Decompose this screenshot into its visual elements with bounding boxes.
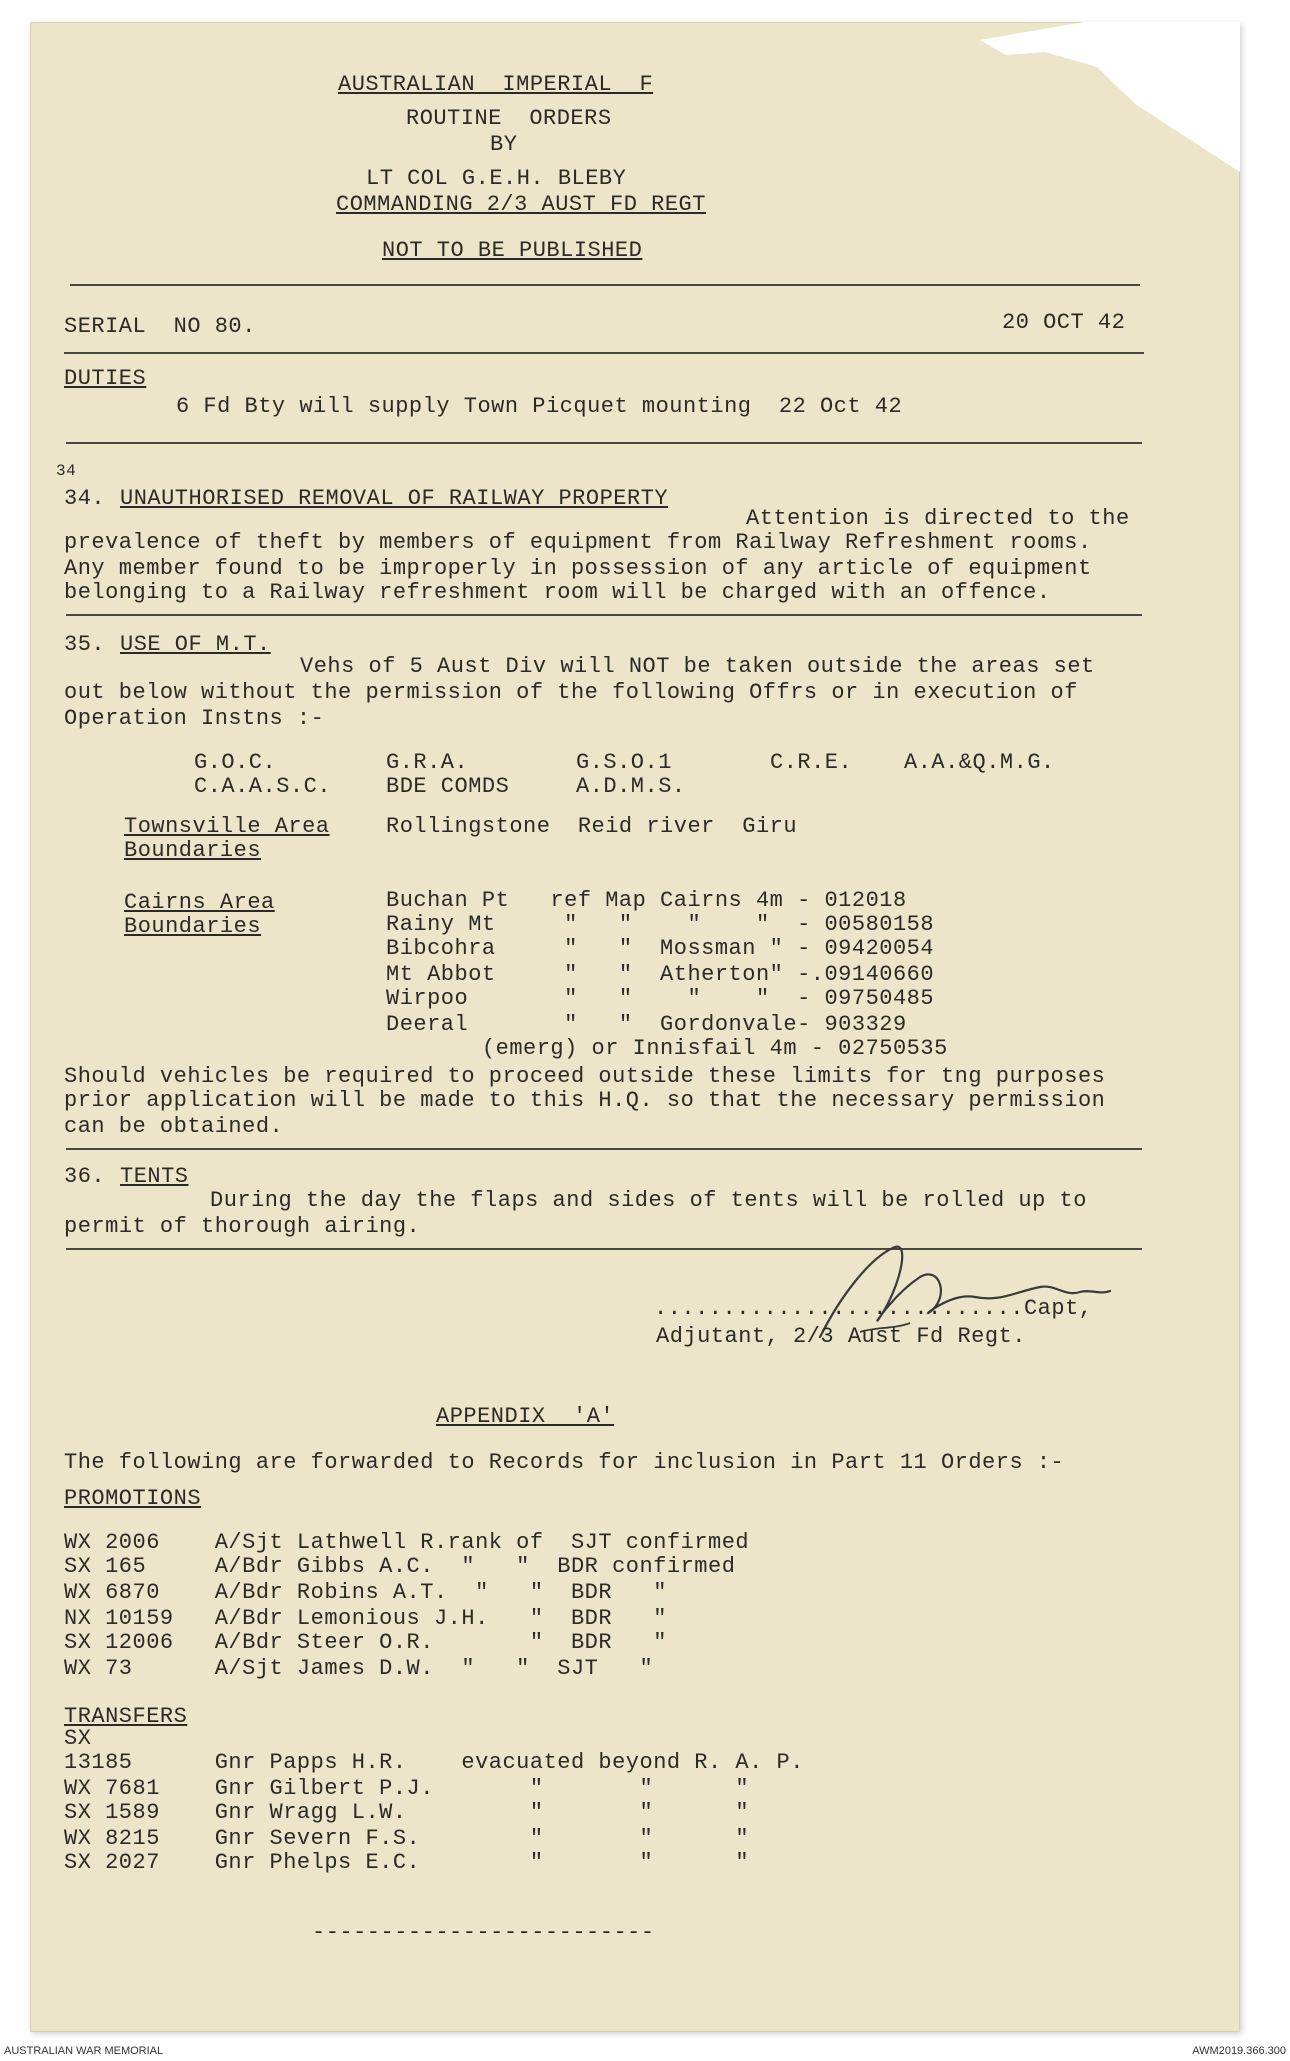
transfer-row: 13185 Gnr Papps H.R. evacuated beyond R. A. P.	[64, 1750, 804, 1775]
townsville-places: Rollingstone Reid river Giru	[386, 814, 798, 839]
officer: G.R.A.	[386, 750, 469, 775]
item-35-line: Vehs of 5 Aust Div will NOT be taken outside the areas set	[300, 654, 1095, 679]
transfers-heading: TRANSFERS	[64, 1704, 188, 1729]
header-title: AUSTRALIAN IMPERIAL F	[338, 72, 654, 97]
item-35-closing: Should vehicles be required to proceed outside these limits for tng purposes	[64, 1064, 1106, 1089]
footer-reference: AWM2019.366.300	[1192, 2045, 1286, 2057]
cairns-row: Bibcohra " " Mossman " - 09420054	[386, 936, 935, 961]
header-by: BY	[490, 132, 518, 157]
serial-date: 20 OCT 42	[1002, 310, 1126, 335]
header-command: COMMANDING 2/3 AUST FD REGT	[336, 192, 706, 217]
transfer-row: WX 8215 Gnr Severn F.S. " " "	[64, 1826, 750, 1851]
promotion-row: WX 2006 A/Sjt Lathwell R.rank of SJT confirmed	[64, 1530, 750, 1555]
promotions-heading: PROMOTIONS	[64, 1486, 202, 1511]
item-34-mark: 34	[56, 462, 77, 480]
signature-title: Adjutant, 2/3 Aust Fd Regt.	[656, 1324, 1026, 1349]
promotion-row: SX 165 A/Bdr Gibbs A.C. " " BDR confirmed	[64, 1554, 736, 1579]
item-35-closing: can be obtained.	[64, 1114, 284, 1139]
footer-source: AUSTRALIAN WAR MEMORIAL	[4, 2045, 164, 2057]
item-35-heading: USE OF M.T.	[120, 632, 271, 657]
cairns-row: Rainy Mt " " " " - 00580158	[386, 912, 935, 937]
transfer-row: WX 7681 Gnr Gilbert P.J. " " "	[64, 1776, 750, 1801]
item-34-line: Attention is directed to the	[746, 506, 1130, 531]
rule	[70, 284, 1140, 286]
document-page	[30, 22, 1240, 2032]
officer: C.A.A.S.C.	[194, 774, 332, 799]
cairns-row: (emerg) or Innisfail 4m - 02750535	[386, 1036, 948, 1061]
cairns-row: Deeral " " Gordonvale- 903329	[386, 1012, 907, 1037]
signature-line: ...........................Capt,	[654, 1296, 1093, 1321]
duties-text: 6 Fd Bty will supply Town Picquet mounting 22 Oct 42	[176, 394, 903, 419]
promotion-row: WX 73 A/Sjt James D.W. " " SJT "	[64, 1656, 654, 1681]
transfer-row: SX 1589 Gnr Wragg L.W. " " "	[64, 1800, 750, 1825]
cairns-row: Mt Abbot " " Atherton" -.09140660	[386, 962, 935, 987]
officer: C.R.E.	[770, 750, 853, 775]
item-34-number: 34.	[64, 486, 106, 511]
rule	[64, 352, 1144, 354]
item-35-number: 35.	[64, 632, 106, 657]
header-not-published: NOT TO BE PUBLISHED	[382, 238, 643, 263]
officer: G.O.C.	[194, 750, 277, 775]
rule	[66, 442, 1142, 444]
header-routine-orders: ROUTINE ORDERS	[406, 106, 612, 131]
item-34-line: belonging to a Railway refreshment room will be charged with an offence.	[64, 580, 1051, 605]
promotion-row: WX 6870 A/Bdr Robins A.T. " " BDR "	[64, 1580, 667, 1605]
header-commander: LT COL G.E.H. BLEBY	[366, 166, 627, 191]
end-line: -------------------------	[312, 1920, 655, 1945]
item-35-closing: prior application will be made to this H.Q. so that the necessary permission	[64, 1088, 1106, 1113]
item-34-heading: UNAUTHORISED REMOVAL OF RAILWAY PROPERTY	[120, 486, 669, 511]
rule	[66, 614, 1142, 616]
transfer-row: SX 2027 Gnr Phelps E.C. " " "	[64, 1850, 750, 1875]
serial-number: SERIAL NO 80.	[64, 314, 256, 339]
appendix-heading: APPENDIX 'A'	[436, 1404, 615, 1429]
item-36-line: permit of thorough airing.	[64, 1214, 421, 1239]
item-35-line: out below without the permission of the following Offrs or in execution of	[64, 680, 1078, 705]
officer: A.A.&Q.M.G.	[904, 750, 1055, 775]
rule	[66, 1148, 1142, 1150]
promotion-row: SX 12006 A/Bdr Steer O.R. " BDR "	[64, 1630, 667, 1655]
cairns-row: Wirpoo " " " " - 09750485	[386, 986, 935, 1011]
cairns-label: Cairns Area	[124, 890, 275, 915]
officer: BDE COMDS	[386, 774, 510, 799]
appendix-intro: The following are forwarded to Records for inclusion in Part 11 Orders :-	[64, 1450, 1065, 1475]
cairns-row: Buchan Pt ref Map Cairns 4m - 012018	[386, 888, 907, 913]
officer: A.D.M.S.	[576, 774, 686, 799]
promotion-row: NX 10159 A/Bdr Lemonious J.H. " BDR "	[64, 1606, 667, 1631]
item-36-line: During the day the flaps and sides of tents will be rolled up to	[210, 1188, 1087, 1213]
townsville-label: Townsville Area	[124, 814, 330, 839]
duties-heading: DUTIES	[64, 366, 147, 391]
item-34-line: Any member found to be improperly in possession of any article of equipment	[64, 556, 1092, 581]
item-36-number: 36.	[64, 1164, 106, 1189]
officer: G.S.O.1	[576, 750, 672, 775]
cairns-label: Boundaries	[124, 914, 262, 939]
townsville-label: Boundaries	[124, 838, 262, 863]
torn-corner	[980, 22, 1240, 172]
item-36-heading: TENTS	[120, 1164, 189, 1189]
transfers-prefix: SX	[64, 1726, 92, 1751]
item-35-line: Operation Instns :-	[64, 706, 325, 731]
item-34-line: prevalence of theft by members of equipment from Railway Refreshment rooms.	[64, 530, 1092, 555]
